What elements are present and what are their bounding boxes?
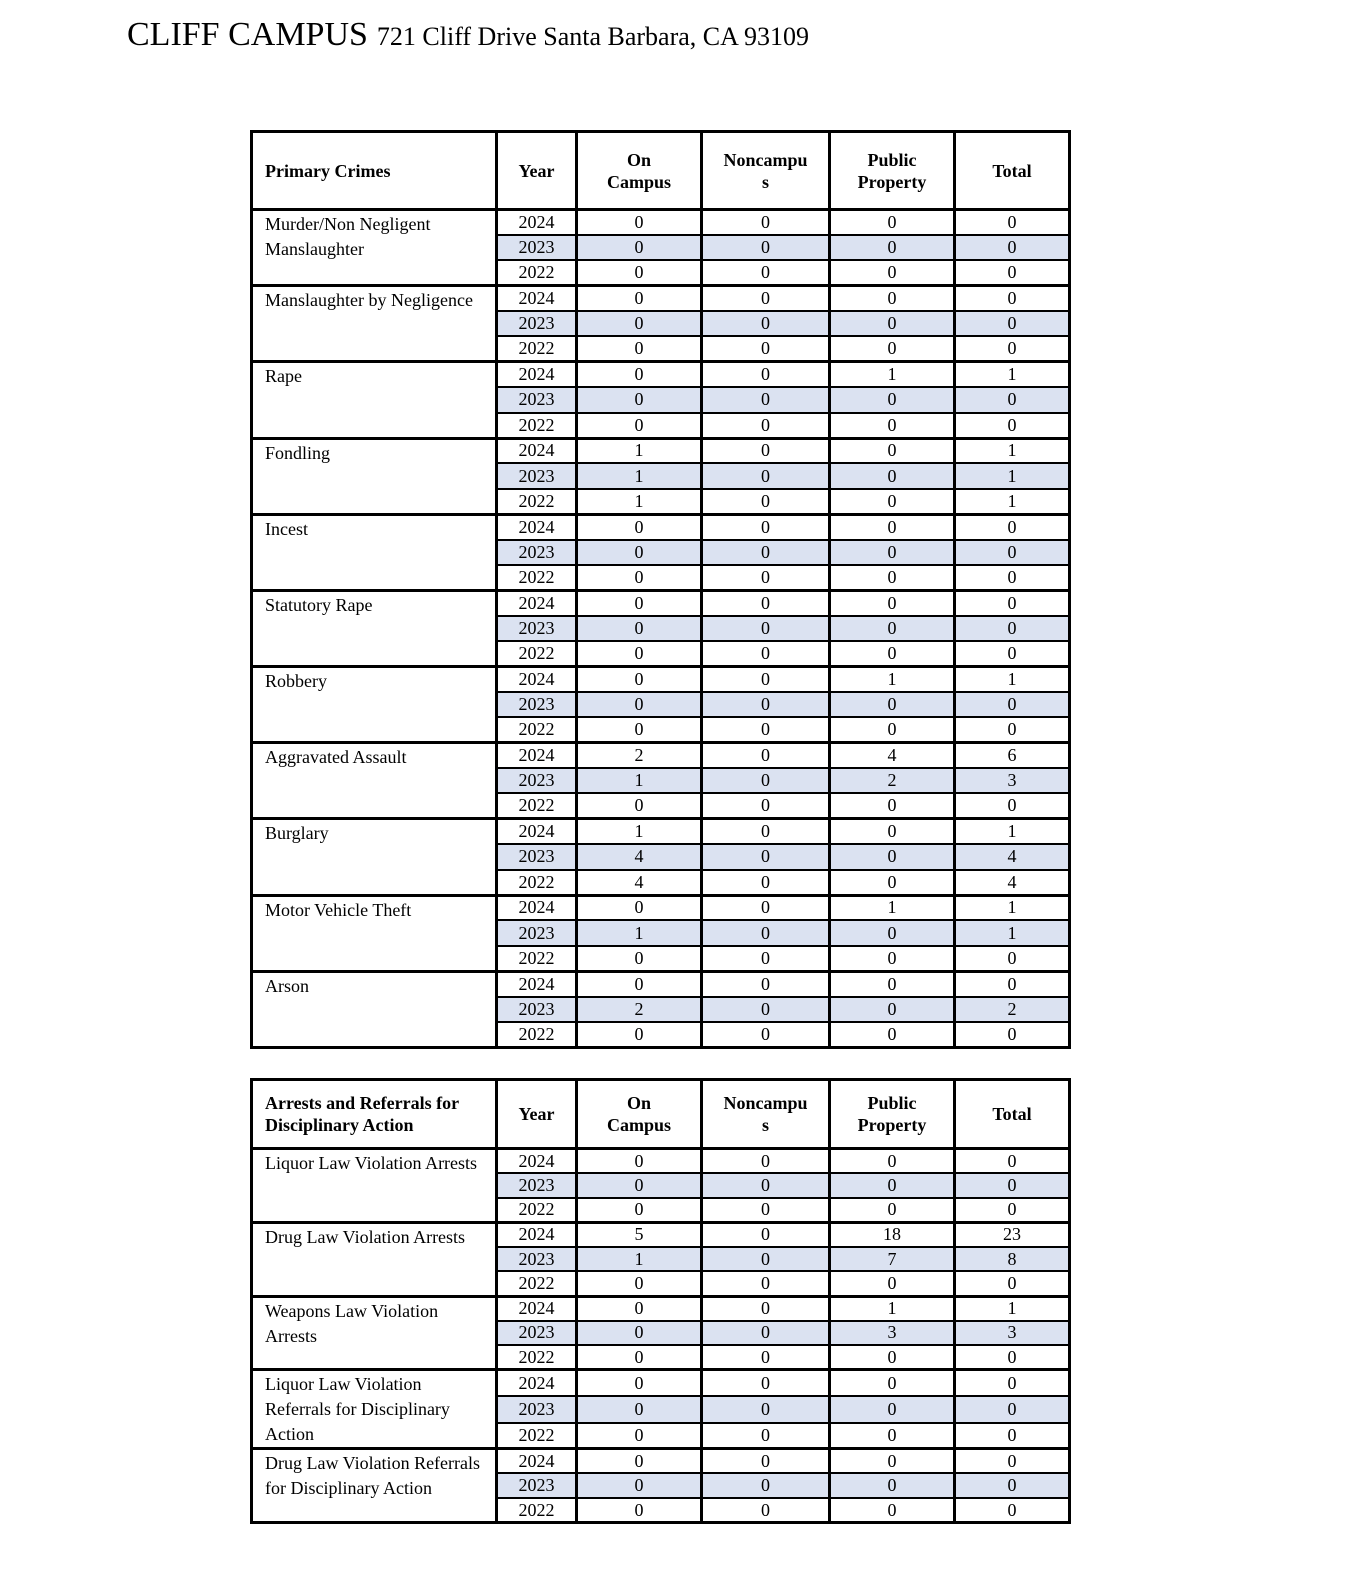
noncampus-cell: 0 — [702, 819, 830, 844]
on_campus-cell: 1 — [577, 768, 702, 793]
on_campus-cell: 1 — [577, 489, 702, 514]
total-cell: 0 — [955, 946, 1070, 971]
on_campus-cell: 0 — [577, 311, 702, 336]
on_campus-cell: 0 — [577, 1321, 702, 1346]
table-row — [252, 1370, 1070, 1396]
noncampus-cell: 0 — [702, 1271, 830, 1296]
public_property-cell: 0 — [830, 590, 955, 615]
page-title — [127, 16, 809, 54]
year-cell: 2022 — [497, 1345, 577, 1370]
total-cell: 2 — [955, 997, 1070, 1022]
total-cell: 0 — [955, 1345, 1070, 1370]
category-cell: Liquor Law Violation Referrals for Disciplinary Action — [252, 1370, 497, 1449]
table-row — [252, 438, 1070, 463]
public_property-cell: 7 — [830, 1247, 955, 1272]
public_property-cell: 18 — [830, 1222, 955, 1247]
on_campus-cell: 2 — [577, 997, 702, 1022]
public_property-cell: 0 — [830, 260, 955, 285]
public_property-cell: 0 — [830, 286, 955, 311]
public_property-cell: 0 — [830, 844, 955, 869]
noncampus-cell: 0 — [702, 717, 830, 742]
noncampus-cell: 0 — [702, 413, 830, 438]
on_campus-cell: 0 — [577, 336, 702, 361]
year-cell: 2024 — [497, 514, 577, 539]
on_campus-cell: 0 — [577, 413, 702, 438]
category-cell: Robbery — [252, 667, 497, 743]
category-cell: Statutory Rape — [252, 590, 497, 666]
public_property-cell: 0 — [830, 641, 955, 666]
on_campus-cell: 0 — [577, 616, 702, 641]
year-cell: 2024 — [497, 1370, 577, 1396]
public_property-cell: 0 — [830, 438, 955, 463]
on_campus-cell: 1 — [577, 438, 702, 463]
year-cell: 2024 — [497, 1149, 577, 1174]
year-cell: 2024 — [497, 895, 577, 920]
column-header-total: Total — [955, 1080, 1070, 1149]
noncampus-cell: 0 — [702, 667, 830, 692]
total-cell: 0 — [955, 336, 1070, 361]
on_campus-cell: 4 — [577, 870, 702, 895]
total-cell: 0 — [955, 235, 1070, 260]
noncampus-cell: 0 — [702, 971, 830, 996]
total-cell: 1 — [955, 362, 1070, 387]
public_property-cell: 0 — [830, 1449, 955, 1474]
year-cell: 2023 — [497, 616, 577, 641]
arrests-referrals-table-body — [252, 1149, 1070, 1523]
year-cell: 2022 — [497, 793, 577, 818]
total-cell: 0 — [955, 1198, 1070, 1223]
total-cell: 0 — [955, 413, 1070, 438]
total-cell: 23 — [955, 1222, 1070, 1247]
public_property-cell: 0 — [830, 946, 955, 971]
total-cell: 0 — [955, 540, 1070, 565]
year-cell: 2022 — [497, 946, 577, 971]
total-cell: 0 — [955, 1149, 1070, 1174]
public_property-cell: 2 — [830, 768, 955, 793]
public_property-cell: 0 — [830, 870, 955, 895]
total-cell: 0 — [955, 692, 1070, 717]
column-header-arrests-referrals: Arrests and Referrals for Disciplinary Action — [252, 1080, 497, 1149]
public_property-cell: 0 — [830, 1149, 955, 1174]
year-cell: 2023 — [497, 311, 577, 336]
table-row — [252, 667, 1070, 692]
column-header-public-property-label: Public Property — [857, 1093, 927, 1135]
on_campus-cell: 0 — [577, 946, 702, 971]
table-row — [252, 743, 1070, 768]
total-cell: 3 — [955, 1321, 1070, 1346]
on_campus-cell: 0 — [577, 387, 702, 412]
public_property-cell: 0 — [830, 819, 955, 844]
on_campus-cell: 0 — [577, 1370, 702, 1396]
total-cell: 0 — [955, 1423, 1070, 1449]
primary-crimes-table — [250, 130, 1071, 1049]
on_campus-cell: 5 — [577, 1222, 702, 1247]
on_campus-cell: 0 — [577, 717, 702, 742]
noncampus-cell: 0 — [702, 1449, 830, 1474]
public_property-cell: 0 — [830, 1022, 955, 1047]
total-cell: 0 — [955, 1473, 1070, 1498]
noncampus-cell: 0 — [702, 311, 830, 336]
total-cell: 0 — [955, 616, 1070, 641]
noncampus-cell: 0 — [702, 870, 830, 895]
column-header-noncampus-label: Noncampus — [723, 149, 808, 192]
public_property-cell: 0 — [830, 971, 955, 996]
public_property-cell: 0 — [830, 1473, 955, 1498]
public_property-cell: 0 — [830, 692, 955, 717]
on_campus-cell: 0 — [577, 1022, 702, 1047]
public_property-cell: 3 — [830, 1321, 955, 1346]
total-cell: 4 — [955, 870, 1070, 895]
total-cell: 0 — [955, 1370, 1070, 1396]
public_property-cell: 0 — [830, 1370, 955, 1396]
category-cell: Weapons Law Violation Arrests — [252, 1296, 497, 1370]
total-cell: 0 — [955, 971, 1070, 996]
year-cell: 2024 — [497, 971, 577, 996]
noncampus-cell: 0 — [702, 336, 830, 361]
year-cell: 2022 — [497, 1022, 577, 1047]
on_campus-cell: 0 — [577, 1498, 702, 1523]
year-cell: 2024 — [497, 362, 577, 387]
public_property-cell: 1 — [830, 667, 955, 692]
public_property-cell: 0 — [830, 717, 955, 742]
table-row — [252, 971, 1070, 996]
total-cell: 0 — [955, 387, 1070, 412]
year-cell: 2022 — [497, 565, 577, 590]
year-cell: 2023 — [497, 844, 577, 869]
on_campus-cell: 0 — [577, 1271, 702, 1296]
noncampus-cell: 0 — [702, 1423, 830, 1449]
category-cell: Drug Law Violation Arrests — [252, 1222, 497, 1296]
noncampus-cell: 0 — [702, 565, 830, 590]
public_property-cell: 0 — [830, 920, 955, 945]
column-header-on-campus-label: On Campus — [606, 1093, 672, 1135]
column-header-on-campus-label: On Campus — [606, 149, 672, 192]
on_campus-cell: 0 — [577, 1345, 702, 1370]
category-cell: Fondling — [252, 438, 497, 514]
year-cell: 2023 — [497, 768, 577, 793]
on_campus-cell: 0 — [577, 235, 702, 260]
noncampus-cell: 0 — [702, 641, 830, 666]
total-cell: 0 — [955, 1173, 1070, 1198]
year-cell: 2022 — [497, 260, 577, 285]
table-row — [252, 819, 1070, 844]
total-cell: 0 — [955, 1271, 1070, 1296]
on_campus-cell: 0 — [577, 514, 702, 539]
total-cell: 0 — [955, 1022, 1070, 1047]
on_campus-cell: 0 — [577, 210, 702, 235]
on_campus-cell: 0 — [577, 1423, 702, 1449]
category-cell: Incest — [252, 514, 497, 590]
on_campus-cell: 1 — [577, 463, 702, 488]
year-cell: 2022 — [497, 1423, 577, 1449]
total-cell: 0 — [955, 260, 1070, 285]
public_property-cell: 0 — [830, 336, 955, 361]
year-cell: 2023 — [497, 692, 577, 717]
public_property-cell: 0 — [830, 463, 955, 488]
on_campus-cell: 0 — [577, 1396, 702, 1422]
noncampus-cell: 0 — [702, 540, 830, 565]
public_property-cell: 0 — [830, 210, 955, 235]
total-cell: 0 — [955, 311, 1070, 336]
year-cell: 2023 — [497, 1473, 577, 1498]
public_property-cell: 0 — [830, 1173, 955, 1198]
table-row — [252, 362, 1070, 387]
total-cell: 1 — [955, 920, 1070, 945]
noncampus-cell: 0 — [702, 743, 830, 768]
on_campus-cell: 1 — [577, 920, 702, 945]
year-cell: 2023 — [497, 1247, 577, 1272]
noncampus-cell: 0 — [702, 895, 830, 920]
public_property-cell: 0 — [830, 1423, 955, 1449]
total-cell: 0 — [955, 210, 1070, 235]
on_campus-cell: 0 — [577, 1449, 702, 1474]
column-header-public-property-label: Public Property — [857, 149, 927, 192]
year-cell: 2024 — [497, 667, 577, 692]
total-cell: 1 — [955, 1296, 1070, 1321]
public_property-cell: 1 — [830, 1296, 955, 1321]
table-row — [252, 1149, 1070, 1174]
total-cell: 1 — [955, 667, 1070, 692]
campus-name: CLIFF CAMPUS — [127, 16, 368, 53]
on_campus-cell: 0 — [577, 565, 702, 590]
year-cell: 2024 — [497, 743, 577, 768]
column-header-public-property — [830, 132, 955, 210]
total-cell: 6 — [955, 743, 1070, 768]
noncampus-cell: 0 — [702, 692, 830, 717]
noncampus-cell: 0 — [702, 1296, 830, 1321]
noncampus-cell: 0 — [702, 946, 830, 971]
total-cell: 0 — [955, 1498, 1070, 1523]
year-cell: 2022 — [497, 336, 577, 361]
noncampus-cell: 0 — [702, 1370, 830, 1396]
noncampus-cell: 0 — [702, 1198, 830, 1223]
year-cell: 2023 — [497, 1321, 577, 1346]
noncampus-cell: 0 — [702, 1321, 830, 1346]
noncampus-cell: 0 — [702, 1222, 830, 1247]
total-cell: 0 — [955, 1396, 1070, 1422]
year-cell: 2024 — [497, 1449, 577, 1474]
noncampus-cell: 0 — [702, 210, 830, 235]
category-cell: Murder/Non Negligent Manslaughter — [252, 210, 497, 286]
category-cell: Drug Law Violation Referrals for Disciplinary Action — [252, 1449, 497, 1523]
public_property-cell: 0 — [830, 565, 955, 590]
on_campus-cell: 0 — [577, 895, 702, 920]
noncampus-cell: 0 — [702, 235, 830, 260]
year-cell: 2022 — [497, 1198, 577, 1223]
total-cell: 3 — [955, 768, 1070, 793]
total-cell: 1 — [955, 895, 1070, 920]
year-cell: 2022 — [497, 717, 577, 742]
public_property-cell: 0 — [830, 489, 955, 514]
primary-crimes-table-body — [252, 210, 1070, 1048]
year-cell: 2023 — [497, 463, 577, 488]
on_campus-cell: 0 — [577, 1173, 702, 1198]
noncampus-cell: 0 — [702, 590, 830, 615]
public_property-cell: 0 — [830, 1198, 955, 1223]
total-cell: 0 — [955, 286, 1070, 311]
total-cell: 1 — [955, 489, 1070, 514]
column-header-year: Year — [497, 1080, 577, 1149]
year-cell: 2024 — [497, 590, 577, 615]
total-cell: 1 — [955, 463, 1070, 488]
year-cell: 2023 — [497, 387, 577, 412]
table-row — [252, 514, 1070, 539]
noncampus-cell: 0 — [702, 260, 830, 285]
year-cell: 2023 — [497, 1173, 577, 1198]
header-row — [252, 1080, 1070, 1149]
on_campus-cell: 0 — [577, 667, 702, 692]
public_property-cell: 0 — [830, 514, 955, 539]
noncampus-cell: 0 — [702, 362, 830, 387]
year-cell: 2023 — [497, 235, 577, 260]
public_property-cell: 4 — [830, 743, 955, 768]
noncampus-cell: 0 — [702, 1022, 830, 1047]
arrests-referrals-table — [250, 1078, 1071, 1524]
noncampus-cell: 0 — [702, 387, 830, 412]
on_campus-cell: 0 — [577, 1296, 702, 1321]
public_property-cell: 0 — [830, 1345, 955, 1370]
noncampus-cell: 0 — [702, 489, 830, 514]
noncampus-cell: 0 — [702, 844, 830, 869]
year-cell: 2023 — [497, 540, 577, 565]
noncampus-cell: 0 — [702, 1345, 830, 1370]
column-header-noncampus — [702, 1080, 830, 1149]
on_campus-cell: 1 — [577, 1247, 702, 1272]
column-header-public-property — [830, 1080, 955, 1149]
total-cell: 4 — [955, 844, 1070, 869]
table-row — [252, 1449, 1070, 1474]
on_campus-cell: 0 — [577, 260, 702, 285]
year-cell: 2022 — [497, 413, 577, 438]
noncampus-cell: 0 — [702, 1473, 830, 1498]
noncampus-cell: 0 — [702, 1149, 830, 1174]
category-cell: Burglary — [252, 819, 497, 895]
on_campus-cell: 0 — [577, 641, 702, 666]
public_property-cell: 0 — [830, 540, 955, 565]
category-cell: Arson — [252, 971, 497, 1047]
noncampus-cell: 0 — [702, 768, 830, 793]
noncampus-cell: 0 — [702, 1498, 830, 1523]
noncampus-cell: 0 — [702, 463, 830, 488]
on_campus-cell: 0 — [577, 590, 702, 615]
year-cell: 2022 — [497, 641, 577, 666]
year-cell: 2024 — [497, 210, 577, 235]
noncampus-cell: 0 — [702, 997, 830, 1022]
public_property-cell: 1 — [830, 362, 955, 387]
category-cell: Manslaughter by Negligence — [252, 286, 497, 362]
total-cell: 0 — [955, 565, 1070, 590]
category-cell: Aggravated Assault — [252, 743, 497, 819]
total-cell: 8 — [955, 1247, 1070, 1272]
year-cell: 2022 — [497, 870, 577, 895]
noncampus-cell: 0 — [702, 1173, 830, 1198]
year-cell: 2024 — [497, 438, 577, 463]
on_campus-cell: 0 — [577, 1473, 702, 1498]
on_campus-cell: 0 — [577, 1149, 702, 1174]
table-row — [252, 895, 1070, 920]
public_property-cell: 0 — [830, 616, 955, 641]
year-cell: 2024 — [497, 819, 577, 844]
total-cell: 0 — [955, 590, 1070, 615]
noncampus-cell: 0 — [702, 616, 830, 641]
public_property-cell: 0 — [830, 1396, 955, 1422]
noncampus-cell: 0 — [702, 920, 830, 945]
total-cell: 0 — [955, 1449, 1070, 1474]
year-cell: 2023 — [497, 1396, 577, 1422]
table-row — [252, 590, 1070, 615]
public_property-cell: 0 — [830, 997, 955, 1022]
noncampus-cell: 0 — [702, 1247, 830, 1272]
total-cell: 0 — [955, 514, 1070, 539]
table-row — [252, 210, 1070, 235]
table-row — [252, 286, 1070, 311]
noncampus-cell: 0 — [702, 286, 830, 311]
on_campus-cell: 0 — [577, 286, 702, 311]
year-cell: 2022 — [497, 489, 577, 514]
on_campus-cell: 0 — [577, 1198, 702, 1223]
total-cell: 0 — [955, 793, 1070, 818]
year-cell: 2022 — [497, 1498, 577, 1523]
public_property-cell: 0 — [830, 235, 955, 260]
noncampus-cell: 0 — [702, 438, 830, 463]
category-cell: Rape — [252, 362, 497, 438]
public_property-cell: 0 — [830, 387, 955, 412]
column-header-on-campus — [577, 1080, 702, 1149]
public_property-cell: 0 — [830, 793, 955, 818]
column-header-noncampus-label: Noncampus — [723, 1093, 808, 1135]
on_campus-cell: 2 — [577, 743, 702, 768]
year-cell: 2024 — [497, 1222, 577, 1247]
category-cell: Motor Vehicle Theft — [252, 895, 497, 971]
year-cell: 2022 — [497, 1271, 577, 1296]
on_campus-cell: 0 — [577, 793, 702, 818]
year-cell: 2023 — [497, 920, 577, 945]
on_campus-cell: 0 — [577, 362, 702, 387]
year-cell: 2024 — [497, 1296, 577, 1321]
column-header-year: Year — [497, 132, 577, 210]
total-cell: 1 — [955, 438, 1070, 463]
public_property-cell: 1 — [830, 895, 955, 920]
public_property-cell: 0 — [830, 1271, 955, 1296]
table-row — [252, 1296, 1070, 1321]
on_campus-cell: 0 — [577, 692, 702, 717]
on_campus-cell: 0 — [577, 971, 702, 996]
column-header-total: Total — [955, 132, 1070, 210]
year-cell: 2024 — [497, 286, 577, 311]
noncampus-cell: 0 — [702, 514, 830, 539]
header-row — [252, 132, 1070, 210]
on_campus-cell: 4 — [577, 844, 702, 869]
table-row — [252, 1222, 1070, 1247]
on_campus-cell: 1 — [577, 819, 702, 844]
public_property-cell: 0 — [830, 413, 955, 438]
noncampus-cell: 0 — [702, 1396, 830, 1422]
column-header-primary-crimes: Primary Crimes — [252, 132, 497, 210]
year-cell: 2023 — [497, 997, 577, 1022]
noncampus-cell: 0 — [702, 793, 830, 818]
on_campus-cell: 0 — [577, 540, 702, 565]
public_property-cell: 0 — [830, 311, 955, 336]
category-cell: Liquor Law Violation Arrests — [252, 1149, 497, 1223]
campus-address: 721 Cliff Drive Santa Barbara, CA 93109 — [376, 22, 809, 51]
total-cell: 0 — [955, 717, 1070, 742]
total-cell: 1 — [955, 819, 1070, 844]
column-header-noncampus — [702, 132, 830, 210]
total-cell: 0 — [955, 641, 1070, 666]
public_property-cell: 0 — [830, 1498, 955, 1523]
column-header-on-campus — [577, 132, 702, 210]
